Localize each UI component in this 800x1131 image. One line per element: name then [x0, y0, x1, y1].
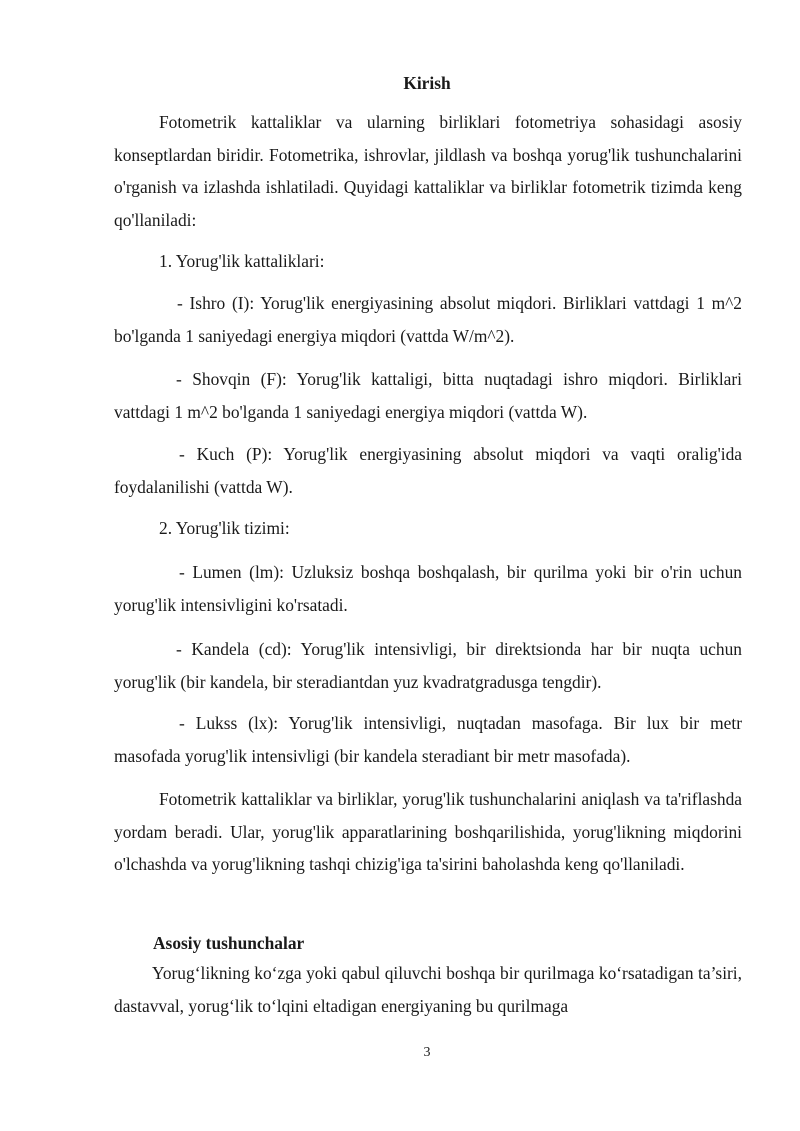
list-heading-system: 2. Yorug'lik tizimi:: [159, 518, 290, 538]
closing-paragraph: Yorug‘likning ko‘zga yoki qabul qiluvchi boshqa bir qurilmaga ko‘rsatadigan ta’siri, dastavval, yorug‘lik to‘lqini eltadigan energiyaning bu qurilmaga: [114, 963, 742, 1016]
subheading: Asosiy tushunchalar: [153, 933, 305, 953]
page-number: 3: [423, 1045, 431, 1060]
list-item-lukss: - Lukss (lx): Yorug'lik intensivligi, nuqtadan masofaga. Bir lux bir metr masofada yorug'lik intensivligi (bir kandela steradiant bir metr masofada).: [114, 713, 742, 766]
list-item-kandela: - Kandela (cd): Yorug'lik intensivligi, bir direktsionda har bir nuqta uchun yorug'lik (bir kandela, bir steradiantdan yuz kvadratgradusga tengdir).: [114, 639, 742, 692]
list-item-shovqin: - Shovqin (F): Yorug'lik kattaligi, bitta nuqtadagi ishro miqdori. Birliklari vattdagi 1 m^2 bo'lganda 1 saniyedagi energiya miqdori (vattda W).: [114, 369, 742, 422]
intro-paragraph: Fotometrik kattaliklar va ularning birliklari fotometriya sohasidagi asosiy konseptlardan biridir. Fotometrika, ishrovlar, jildlash va boshqa yorug'lik tushunchalarini o'rganish va izlashda ishlatiladi. Quyidagi kattaliklar va birliklar fotometrik tizimda keng qo'llaniladi:: [114, 112, 742, 230]
list-item-lumen: - Lumen (lm): Uzluksiz boshqa boshqalash, bir qurilma yoki bir o'rin uchun yorug'lik intensivligini ko'rsatadi.: [114, 562, 742, 615]
list-item-ishro: - Ishro (I): Yorug'lik energiyasining absolut miqdori. Birliklari vattdagi 1 m^2 bo'lganda 1 saniyedagi energiya miqdori (vattda W/m^2).: [114, 293, 742, 346]
list-heading-quantities: 1. Yorug'lik kattaliklari:: [159, 251, 325, 271]
section-title: Kirish: [403, 73, 451, 93]
summary-paragraph: Fotometrik kattaliklar va birliklar, yorug'lik tushunchalarini aniqlash va ta'riflashda yordam beradi. Ular, yorug'lik apparatlarining boshqarilishida, yorug'likning miqdorini o'lchashda va yorug'likning tashqi chizig'iga ta'sirini baholashda keng qo'llaniladi.: [114, 789, 742, 874]
list-item-kuch: - Kuch (P): Yorug'lik energiyasining absolut miqdori va vaqti oralig'ida foydalanilishi (vattda W).: [114, 444, 742, 497]
